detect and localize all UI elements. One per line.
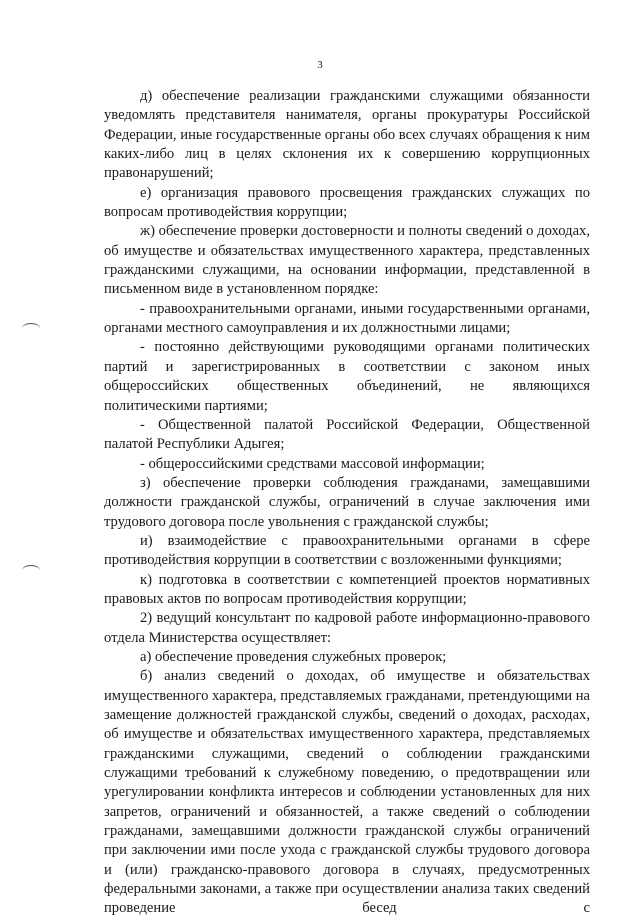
paragraph-a: а) обеспечение проведения служебных проверок; [140, 648, 447, 665]
paragraph-k: к) подготовка в соответствии с компетенцией проектов нормативных правовых актов по вопросам противодействия коррупции; [104, 571, 590, 607]
paragraph-zh: ж) обеспечение проверки достоверности и полноты сведений о доходах, об имуществе и обязательствах имущественного характера, представленных гражданскими служащими, на основании информации, представленной в письменном виде в установленном порядке: [104, 223, 590, 298]
list-item-public-chamber: - Общественной палатой Российской Федерации, Общественной палатой Республики Адыгея; [104, 416, 590, 453]
paragraph-z: з) обеспечение проверки соблюдения гражданами, замещавшими должности гражданской службы, ограничений в случае заключения ими трудового договора после увольнения с гражданской службы; [104, 474, 590, 530]
paragraph-section-2: 2) ведущий консультант по кадровой работе информационно-правового отдела Министерства осуществляет: [104, 610, 590, 646]
page-number: 3 [317, 59, 323, 71]
list-item-mass-media: - общероссийскими средствами массовой информации; [140, 455, 485, 472]
document-body [104, 87, 590, 919]
list-item-political-parties: - постоянно действующими руководящими органами политических партий и зарегистрированных в соответствии с законом иных общероссийских общественных объединений, не являющихся политическими партиями; [104, 339, 590, 414]
paragraph-e: е) организация правового просвещения гражданских служащих по вопросам противодействия коррупции; [104, 184, 590, 221]
paragraph-b: б) анализ сведений о доходах, об имуществе и обязательствах имущественного характера, представляемых гражданами, претендующими на замещение должностей гражданской службы, сведений о доходах, расходах, об имуществе и обязательствах имущественного характера, представляемых гражданскими служащими, сведений о соблюдении гражданскими служащими требований к служебному поведению, о предотвращении или урегулировании конфликта интересов и соблюдении установленных для них запретов, ограничений и обязанностей, а также сведений о соблюдении гражданами, замещавшими должности гражданской службы ограничений при заключении ими после ухода с гражданской службы трудового договора и (или) гражданско-правового договора в случаях, предусмотренных федеральными законами, а также при осуществлении анализа таких сведений проведение бесед с [104, 668, 590, 917]
paragraph-d: д) обеспечение реализации гражданскими служащими обязанности уведомлять представителя нанимателя, органы прокуратуры Российской Федерации, иные государственные органы обо всех случаях обращения к ним каких-либо лиц в целях склонения их к совершению коррупционных правонарушений; [104, 88, 590, 182]
paragraph-i: и) взаимодействие с правоохранительными органами в сфере противодействия коррупции в соответствии с возложенными функциями; [104, 532, 590, 569]
list-item-law-enforcement: - правоохранительными органами, иными государственными органами, органами местного самоуправления и их должностными лицами; [104, 300, 590, 337]
hole-punch-mark-top [22, 323, 40, 334]
hole-punch-mark-bottom [22, 565, 40, 576]
